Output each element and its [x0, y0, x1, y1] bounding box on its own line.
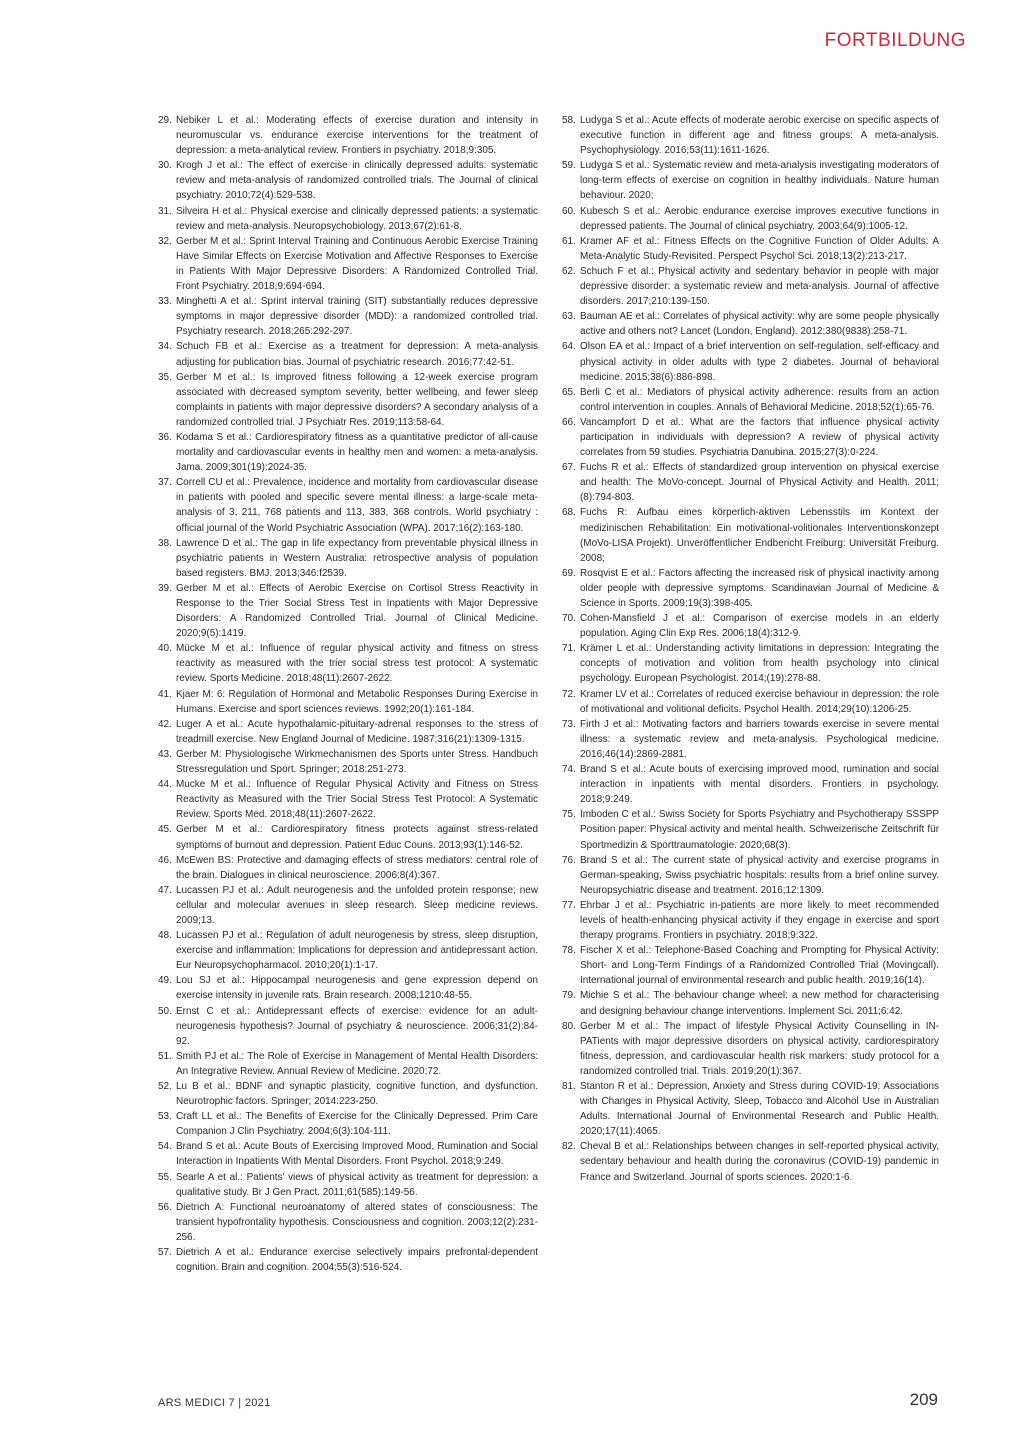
reference-number: 51.	[158, 1050, 172, 1062]
reference-number: 62.	[562, 265, 576, 277]
reference-text: Luger A et al.: Acute hypothalamic-pituitary-adrenal responses to the stress of treadmill exercise. New England Journal of Medicine. 1987;316(21):1309-1315.	[176, 718, 538, 745]
reference-number: 69.	[562, 567, 576, 579]
reference-number: 82.	[562, 1141, 576, 1153]
reference-text: Ludyga S et al.: Systematic review and meta-analysis investigating moderators of long-term effects of exercise on cognition in healthy individuals. Nature human behaviour. 2020;	[580, 160, 939, 202]
reference-item	[158, 853, 538, 883]
reference-number: 58.	[562, 115, 576, 126]
reference-item	[562, 339, 939, 384]
reference-text: Lou SJ et al.: Hippocampal neurogenesis and gene expression depend on exercise intensity in juvenile rats. Brain research. 2008;1210:48-55.	[176, 975, 538, 1002]
reference-number: 32.	[158, 235, 172, 247]
reference-number: 45.	[158, 824, 172, 836]
reference-number: 65.	[562, 386, 576, 398]
reference-item	[562, 641, 939, 686]
reference-number: 44.	[158, 779, 172, 791]
reference-item	[158, 1049, 538, 1079]
reference-number: 59.	[562, 160, 576, 172]
reference-number: 34.	[158, 341, 172, 353]
reference-item	[158, 1139, 538, 1169]
reference-item	[158, 777, 538, 822]
reference-text: Cohen-Mansfield J et al.: Comparison of exercise models in an elderly population. Aging Clin Exp Res. 2006;18(4):312-9.	[580, 613, 939, 640]
reference-item	[562, 1079, 939, 1139]
reference-text: Brand S et al.: Acute Bouts of Exercising Improved Mood, Rumination and Social Interaction in Inpatients With Mental Disorders. Front Psychol. 2018;9:249.	[176, 1141, 538, 1168]
reference-text: Schuch FB et al.: Exercise as a treatment for depression: A meta-analysis adjusting for publication bias. Journal of psychiatric research. 2016;77:42-51.	[176, 341, 538, 368]
reference-number: 29.	[158, 115, 172, 126]
reference-item	[158, 1170, 538, 1200]
reference-number: 38.	[158, 537, 172, 549]
reference-text: Krogh J et al.: The effect of exercise in clinically depressed adults: systematic review and meta-analysis of randomized controlled trials. The Journal of clinical psychiatry. 2010;72(4):529-538.	[176, 160, 538, 202]
reference-number: 73.	[562, 718, 576, 730]
reference-number: 70.	[562, 613, 576, 625]
reference-text: Ludyga S et al.: Acute effects of moderate aerobic exercise on specific aspects of executive function in different age and fitness groups: A meta-analysis. Psychophysiology. 2016;53(11):1611-1626.	[580, 115, 939, 157]
reference-text: Firth J et al.: Motivating factors and barriers towards exercise in severe mental illness: a systematic review and meta-analysis. Psychological medicine. 2016;46(14):2869-2881.	[580, 718, 939, 760]
reference-item	[158, 370, 538, 430]
reference-item	[158, 687, 538, 717]
reference-number: 67.	[562, 462, 576, 474]
reference-text: Ernst C et al.: Antidepressant effects of exercise: evidence for an adult-neurogenesis hypothesis? Journal of psychiatry & neuroscience. 2006;31(2):84-92.	[176, 1005, 538, 1047]
reference-item	[562, 415, 939, 460]
reference-text: Krämer L et al.: Understanding activity limitations in depression: Integrating the concepts of motivation and volition from health psychology into clinical psychology. European Psychologist. 2014;(19):278-88.	[580, 643, 939, 685]
reference-text: Rosqvist E et al.: Factors affecting the increased risk of physical inactivity among older people with depressive symptoms. Scandinavian Journal of Medicine & Science in Sports. 2009;19(3):398-405.	[580, 567, 939, 609]
reference-number: 30.	[158, 160, 172, 172]
reference-text: Craft LL et al.: The Benefits of Exercise for the Clinically Depressed. Prim Care Companion J Clin Psychiatry. 2004;6(3):104-111.	[176, 1111, 538, 1138]
reference-text: Schuch F et al.: Physical activity and sedentary behavior in people with major depressive disorder: a systematic review and meta-analysis. Journal of affective disorders. 2017;210:139-150.	[580, 265, 939, 308]
reference-text: Kjaer M: 6: Regulation of Hormonal and Metabolic Responses During Exercise in Humans. Exercise and sport sciences reviews. 1992;20(1):161-184.	[176, 688, 538, 715]
reference-text: Searle A et al.: Patients' views of physical activity as treatment for depression: a qualitative study. Br J Gen Pract. 2011;61(585):149-56.	[176, 1171, 538, 1198]
reference-text: Michie S et al.: The behaviour change wheel: a new method for characterising and designing behaviour change interventions. Implement Sci. 2011;6:42.	[580, 990, 939, 1017]
reference-item	[562, 505, 939, 565]
reference-item	[158, 294, 538, 339]
reference-number: 71.	[562, 643, 576, 655]
reference-number: 33.	[158, 296, 172, 308]
references-right-column	[562, 113, 939, 1185]
reference-item	[158, 536, 538, 581]
reference-item	[562, 687, 939, 717]
reference-text: Gerber M et al.: Sprint Interval Training and Continuous Aerobic Exercise Training Have Similar Effects on Exercise Motivation and Affective Responses to Exercise in Patients With Major Depressive Disorders: A Randomized Controlled Trial. Front Psychiatry. 2018;9:694-694.	[176, 235, 538, 293]
reference-number: 31.	[158, 205, 172, 217]
reference-item	[158, 883, 538, 928]
reference-item	[562, 566, 939, 611]
reference-number: 61.	[562, 235, 576, 247]
reference-item	[158, 475, 538, 535]
reference-text: Mücke M et al.: Influence of regular physical activity and fitness on stress reactivity as measured with the trier social stress test protocol: A systematic review. Sports Medicine. 2018;48(11):2607-2622.	[176, 643, 538, 685]
reference-text: Kramer LV et al.: Correlates of reduced exercise behaviour in depression: the role of motivational and volitional deficits. Psychol Health. 2014;29(10):1206-25.	[580, 688, 939, 715]
reference-text: Fuchs R: Aufbau eines körperlich-aktiven Lebensstils im Kontext der medizinischen Rehabilitation: Ein motivational-volitionales Interventionskonzept (MoVo-LISA Projekt). Unveröffentlicher Endbericht Freiburg: Universität Freiburg. 2008;	[580, 507, 939, 564]
reference-text: Berli C et al.: Mediators of physical activity adherence: results from an action control intervention in couples. Annals of Behavioral Medicine. 2018;52(1):65-76.	[580, 386, 939, 413]
reference-number: 54.	[158, 1141, 172, 1153]
reference-number: 77.	[562, 899, 576, 911]
reference-number: 37.	[158, 477, 172, 489]
reference-text: Olson EA et al.: Impact of a brief intervention on self-regulation, self-efficacy and physical activity in older adults with type 2 diabetes. Journal of behavioral medicine. 2015;38(6):886-898.	[580, 341, 939, 383]
reference-item	[562, 853, 939, 898]
reference-item	[562, 113, 939, 158]
reference-number: 63.	[562, 311, 576, 323]
reference-item	[562, 1139, 939, 1184]
page-number: 209	[909, 1390, 938, 1409]
reference-item	[158, 1079, 538, 1109]
reference-text: Minghetti A et al.: Sprint interval training (SIT) substantially reduces depressive symptoms in major depressive disorder (MDD): a randomized controlled trial. Psychiatry research. 2018;265:292-297.	[176, 296, 538, 338]
references-left-column	[158, 113, 538, 1275]
reference-text: Brand S et al.: The current state of physical activity and exercise programs in German-speaking, Swiss psychiatric hospitals: results from a brief online survey. Neuropsychiatric disease and treatment. 2016;12:1309.	[580, 854, 939, 896]
section-title: FORTBILDUNG	[824, 30, 966, 51]
reference-item	[562, 988, 939, 1018]
reference-item	[562, 611, 939, 641]
reference-item	[562, 234, 939, 264]
reference-text: Gerber M et al.: Is improved fitness following a 12-week exercise program associated with decreased symptom severity, better wellbeing, and fewer sleep complaints in patients with major depressive disorders? A secondary analysis of a randomized controlled trial. J Psychiatr Res. 2019;113:58-64.	[176, 371, 538, 428]
reference-item	[562, 264, 939, 309]
reference-text: Brand S et al.: Acute bouts of exercising improved mood, rumination and social interaction in inpatients with mental disorders. Frontiers in psychology. 2018;9:249.	[580, 764, 939, 806]
reference-number: 39.	[158, 582, 172, 594]
reference-text: Stanton R et al.: Depression, Anxiety and Stress during COVID-19: Associations with Changes in Physical Activity, Sleep, Tobacco and Alcohol Use in Australian Adults. International Journal of Environmental Research and Public Health. 2020;17(11):4065.	[580, 1081, 939, 1138]
reference-text: Lawrence D et al.: The gap in life expectancy from preventable physical illness in psychiatric patients in Western Australia: retrospective analysis of population based registers. BMJ. 2013;346:f2539.	[176, 537, 538, 579]
reference-item	[562, 385, 939, 415]
reference-number: 35.	[158, 371, 172, 383]
reference-item	[562, 1019, 939, 1079]
reference-text: Gerber M et al.: Cardiorespiratory fitness protects against stress-related symptoms of burnout and depression. Patient Educ Couns. 2013;93(1):146-52.	[176, 824, 538, 851]
reference-item	[158, 430, 538, 475]
reference-number: 60.	[562, 205, 576, 217]
reference-number: 48.	[158, 930, 172, 942]
reference-text: Lucassen PJ et al.: Regulation of adult neurogenesis by stress, sleep disruption, exercise and inflammation: Implications for depression and antidepressant action. Eur Neuropsychopharmacol. 2010;20(1):1-17.	[176, 930, 538, 972]
reference-number: 43.	[158, 748, 172, 760]
reference-text: Mucke M et al.: Influence of Regular Physical Activity and Fitness on Stress Reactivity as Measured with the Trier Social Stress Test Protocol: A Systematic Review. Sports Med. 2018;48(11):2607-2622.	[176, 779, 538, 821]
reference-item	[158, 1245, 538, 1275]
reference-number: 42.	[158, 718, 172, 730]
reference-text: Lu B et al.: BDNF and synaptic plasticity, cognitive function, and dysfunction. Neurotrophic factors. Springer; 2014:223-250.	[176, 1081, 538, 1108]
reference-number: 49.	[158, 975, 172, 987]
reference-number: 81.	[562, 1081, 576, 1092]
reference-number: 80.	[562, 1020, 576, 1032]
reference-item	[158, 928, 538, 973]
reference-text: Silveira H et al.: Physical exercise and clinically depressed patients: a systematic review and meta-analysis. Neuropsychobiology. 2013;67(2):61-8.	[176, 205, 538, 232]
reference-item	[158, 339, 538, 369]
reference-text: Cheval B et al.: Relationships between changes in self-reported physical activity, sedentary behaviour and health during the coronavirus (COVID-19) pandemic in France and Switzerland. Journal of sports sciences. 2020:1-6.	[580, 1141, 939, 1183]
reference-text: Lucassen PJ et al.: Adult neurogenesis and the unfolded protein response; new cellular and molecular avenues in sleep research. Sleep medicine reviews. 2009;13.	[176, 884, 538, 926]
reference-number: 52.	[158, 1081, 172, 1092]
reference-item	[158, 204, 538, 234]
reference-number: 41.	[158, 688, 172, 700]
reference-item	[562, 158, 939, 203]
reference-item	[158, 581, 538, 641]
journal-issue: ARS MEDICI 7 | 2021	[158, 1397, 271, 1409]
reference-item	[158, 1200, 538, 1245]
reference-number: 68.	[562, 507, 576, 519]
reference-number: 74.	[562, 764, 576, 776]
reference-text: Vancampfort D et al.: What are the factors that influence physical activity participation in individuals with depression? A review of physical activity correlates from 59 studies. Psychiatria Danubina. 2015;27(3):0-224.	[580, 416, 939, 459]
reference-number: 79.	[562, 990, 576, 1002]
reference-item	[158, 113, 538, 158]
reference-number: 46.	[158, 854, 172, 866]
reference-item	[158, 747, 538, 777]
reference-text: Kubesch S et al.: Aerobic endurance exercise improves executive functions in depressed patients. The Journal of clinical psychiatry. 2003;64(9):1005-12.	[580, 205, 939, 232]
reference-text: Dietrich A: Functional neuroanatomy of altered states of consciousness: The transient hypofrontality hypothesis. Consciousness and cognition. 2003;12(2):231-256.	[176, 1201, 538, 1243]
reference-number: 76.	[562, 854, 576, 866]
reference-item	[158, 717, 538, 747]
reference-item	[158, 1004, 538, 1049]
reference-number: 72.	[562, 688, 576, 700]
reference-text: Dietrich A et al.: Endurance exercise selectively impairs prefrontal-dependent cognition. Brain and cognition. 2004;55(3):516-524.	[176, 1247, 538, 1274]
reference-item	[158, 973, 538, 1003]
reference-number: 75.	[562, 809, 576, 821]
reference-item	[562, 717, 939, 762]
reference-text: Correll CU et al.: Prevalence, incidence and mortality from cardiovascular disease in patients with pooled and specific severe mental illness: a large-scale meta-analysis of 3, 211, 768 patients and 113, 383, 368 controls. World psychiatry : official journal of the World Psychiatric Association (WPA). 2017;16(2):163-180.	[176, 477, 538, 534]
reference-item	[158, 158, 538, 203]
reference-item	[562, 460, 939, 505]
reference-text: Kodama S et al.: Cardiorespiratory fitness as a quantitative predictor of all-cause mortality and cardiovascular events in healthy men and women: a meta-analysis. Jama. 2009;301(19):2024-35.	[176, 431, 538, 474]
reference-number: 40.	[158, 643, 172, 655]
reference-text: Smith PJ et al.: The Role of Exercise in Management of Mental Health Disorders: An Integrative Review. Annual Review of Medicine. 2020;72.	[176, 1050, 538, 1077]
reference-item	[562, 204, 939, 234]
reference-text: Gerber M et al.: The impact of lifestyle Physical Activity Counselling in IN-PATients with major depressive disorders on physical activity, cardiorespiratory fitness, depression, and cardiovascular health risk markers: study protocol for a randomized controlled trial. Trials. 2019;20(1):367.	[580, 1020, 939, 1077]
reference-number: 36.	[158, 431, 172, 443]
reference-item	[158, 641, 538, 686]
reference-item	[158, 234, 538, 294]
reference-text: Ehrbar J et al.: Psychiatric in-patients are more likely to meet recommended levels of health-enhancing physical activity if they engage in exercise and sport therapy programs. Frontiers in psychiatry. 2018;9:322.	[580, 899, 939, 942]
reference-item	[562, 943, 939, 988]
reference-text: McEwen BS: Protective and damaging effects of stress mediators: central role of the brain. Dialogues in clinical neuroscience. 2006;8(4):367.	[176, 854, 538, 881]
reference-item	[562, 898, 939, 943]
reference-text: Imboden C et al.: Swiss Society for Sports Psychiatry and Psychotherapy SSSPP Position paper: Physical activity and mental health. Schweizerische Zeitschrift für Sportmedizin & Sporttraumatologie. 2020;68(3).	[580, 809, 939, 851]
reference-text: Bauman AE et al.: Correlates of physical activity: why are some people physically active and others not? Lancet (London, England). 2012;380(9838):258-71.	[580, 311, 939, 338]
reference-text: Fischer X et al.: Telephone-Based Coaching and Prompting for Physical Activity: Short- and Long-Term Findings of a Randomized Controlled Trial (Movingcall). International journal of environmental research and public health. 2019;16(14).	[580, 945, 939, 987]
reference-number: 78.	[562, 945, 576, 957]
reference-number: 47.	[158, 884, 172, 896]
reference-item	[562, 762, 939, 807]
reference-item	[562, 309, 939, 339]
reference-number: 50.	[158, 1005, 172, 1017]
reference-text: Gerber M et al.: Effects of Aerobic Exercise on Cortisol Stress Reactivity in Response to the Trier Social Stress Test in Inpatients with Major Depressive Disorders: A Randomized Controlled Trial. Journal of Clinical Medicine. 2020;9(5):1419.	[176, 582, 538, 640]
reference-text: Kramer AF et al.: Fitness Effects on the Cognitive Function of Older Adults: A Meta-Analytic Study-Revisited. Perspect Psychol Sci. 2018;13(2):213-217.	[580, 235, 939, 262]
reference-item	[158, 822, 538, 852]
reference-text: Gerber M: Physiologische Wirkmechanismen des Sports unter Stress. Handbuch Stressregulation und Sport. Springer; 2018:251-273.	[176, 748, 538, 776]
reference-number: 56.	[158, 1201, 172, 1213]
reference-item	[158, 1109, 538, 1139]
reference-text: Fuchs R et al.: Effects of standardized group intervention on physical exercise and health: The MoVo-concept. Journal of Physical Activity and Health. 2011;(8):794-803.	[580, 462, 939, 504]
reference-number: 66.	[562, 416, 576, 428]
reference-number: 53.	[158, 1111, 172, 1123]
reference-number: 55.	[158, 1171, 172, 1183]
reference-number: 64.	[562, 341, 576, 353]
reference-number: 57.	[158, 1247, 172, 1259]
reference-item	[562, 807, 939, 852]
reference-text: Nebiker L et al.: Moderating effects of exercise duration and intensity in neuromuscular vs. endurance exercise interventions for the treatment of depression: a meta-analytical review. Frontiers in psychiatry. 2018;9:305.	[176, 115, 538, 157]
